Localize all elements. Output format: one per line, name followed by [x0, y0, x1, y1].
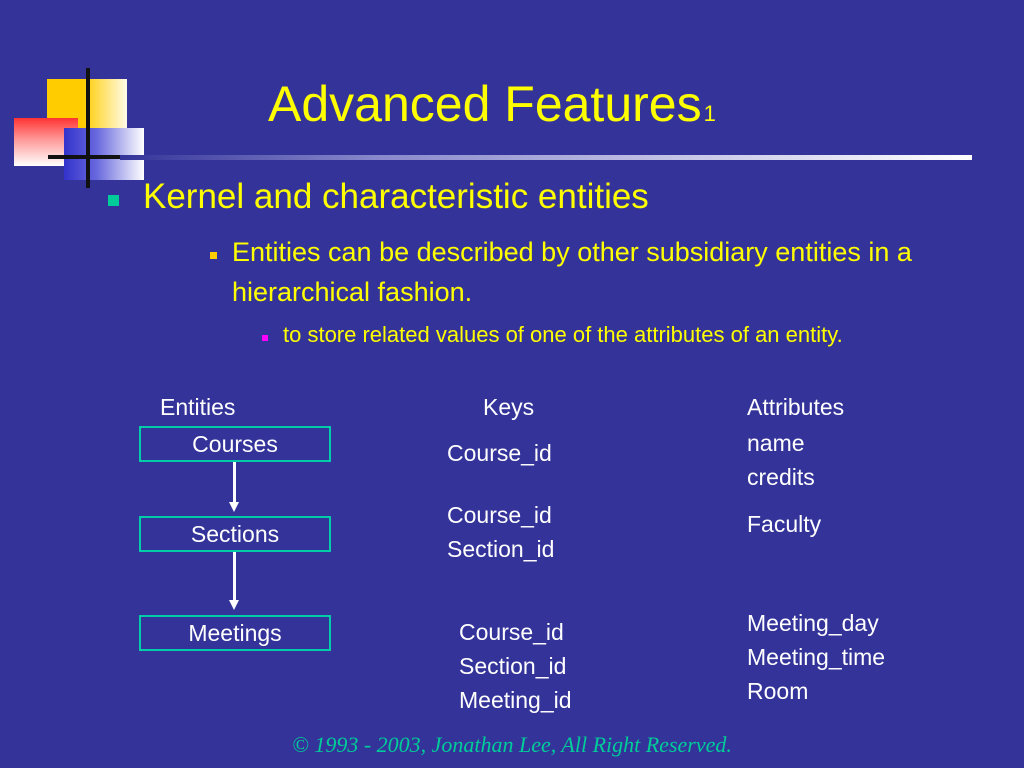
attributes-sections [747, 507, 821, 541]
key-item: Section_id [459, 653, 567, 679]
bullet-level3-icon [262, 335, 268, 341]
copyright-footer: © 1993 - 2003, Jonathan Lee, All Right Reserved. [292, 732, 732, 757]
slide-title [268, 74, 716, 144]
entity-box-courses: Courses [139, 426, 331, 462]
bullet-level3-text: to store related values of one of the attributes of an entity. [283, 322, 843, 347]
attribute-item: Meeting_time [747, 644, 886, 670]
header-attributes: Attributes [747, 394, 845, 420]
entity-box-meetings: Meetings [139, 615, 331, 651]
header-keys: Keys [483, 394, 535, 420]
key-item: Course_id [447, 502, 552, 528]
logo-vertical-line [86, 68, 90, 188]
arrow-sections-meetings-head [229, 600, 239, 610]
bullet-level1-icon [108, 195, 119, 206]
attribute-item: Meeting_day [747, 610, 879, 636]
bullet-level2-icon [210, 252, 217, 259]
logo-horizontal-line [48, 155, 128, 159]
arrow-courses-sections-line [233, 462, 236, 504]
keys-sections [447, 498, 554, 566]
logo-square-blue [64, 128, 144, 180]
arrow-sections-meetings-line [233, 552, 236, 602]
attributes-meetings [747, 606, 885, 708]
attributes-courses [747, 426, 815, 494]
title-rule [120, 155, 972, 160]
arrow-courses-sections-head [229, 502, 239, 512]
attribute-item: credits [747, 464, 815, 490]
key-item: Course_id [459, 619, 564, 645]
keys-meetings [459, 615, 572, 717]
slide-title-superscript: 1 [703, 101, 716, 126]
attribute-item: Room [747, 678, 809, 704]
bullet-level2-text: Entities can be described by other subsidiary entities in a hierarchical fashion. [232, 237, 912, 307]
bullet-level1-text: Kernel and characteristic entities [143, 177, 649, 216]
key-item: Course_id [447, 440, 552, 466]
slide-title-text: Advanced Features [268, 76, 702, 132]
attribute-item: Faculty [747, 511, 822, 537]
key-item: Section_id [447, 536, 555, 562]
attribute-item: name [747, 430, 805, 456]
entity-box-sections: Sections [139, 516, 331, 552]
key-item: Meeting_id [459, 687, 572, 713]
keys-courses [447, 436, 552, 470]
header-entities: Entities [160, 394, 236, 420]
